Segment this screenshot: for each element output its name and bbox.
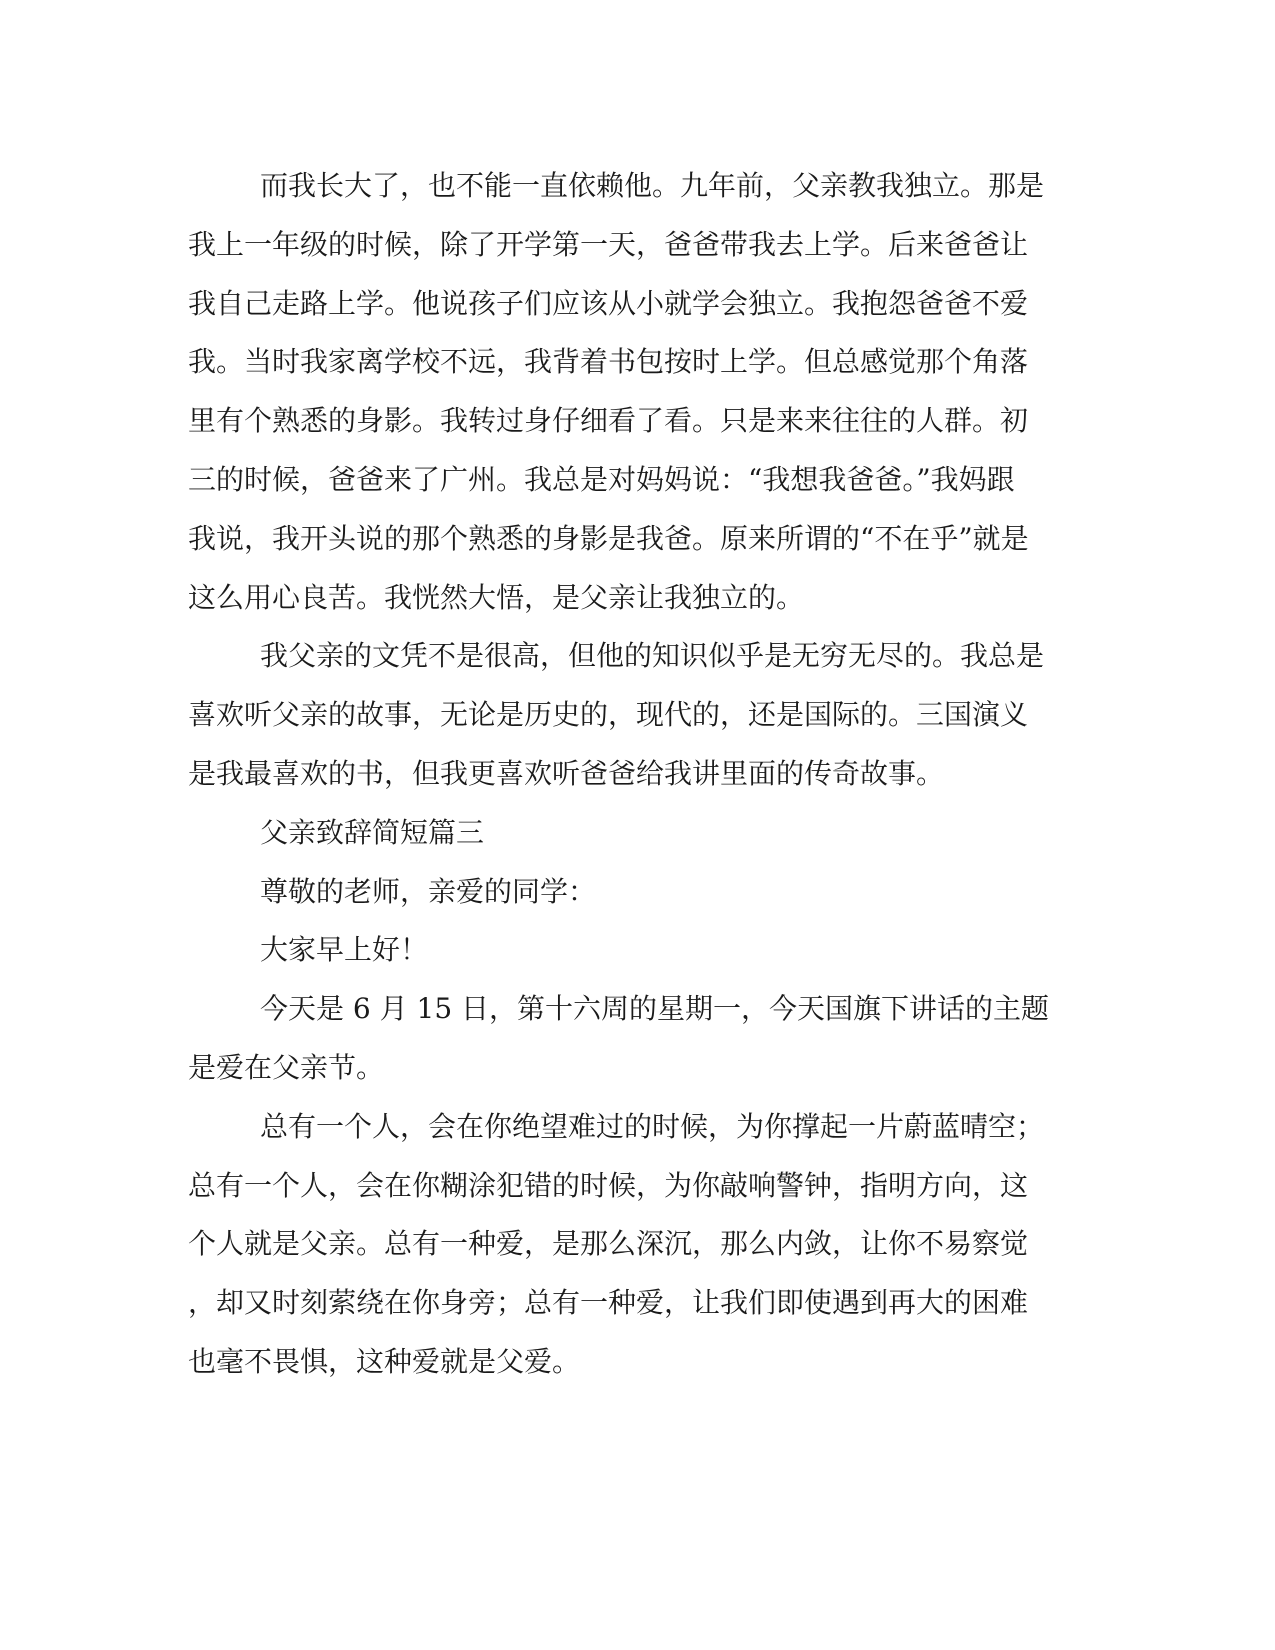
salutation bbox=[188, 863, 1068, 922]
text-line: 父亲致辞简短篇三 bbox=[260, 815, 485, 849]
text-line: 总有一个人，会在你绝望难过的时候，为你撑起一片蔚蓝晴空； bbox=[260, 1109, 1045, 1143]
text-line: 尊敬的老师，亲爱的同学： bbox=[260, 874, 597, 908]
text-line: 也毫不畏惧，这种爱就是父爱。 bbox=[188, 1344, 581, 1378]
text-line: ，却又时刻萦绕在你身旁；总有一种爱，让我们即使遇到再大的困难 bbox=[188, 1286, 1029, 1320]
text-line: 我说，我开头说的那个熟悉的身影是我爸。原来所谓的“不在乎”就是 bbox=[188, 521, 1029, 555]
text-line: 我父亲的文凭不是很高，但他的知识似乎是无穷无尽的。我总是 bbox=[260, 639, 1045, 673]
text-line: 喜欢听父亲的故事，无论是历史的，现代的，还是国际的。三国演义 bbox=[188, 698, 1029, 732]
section-heading bbox=[188, 804, 1068, 863]
paragraph bbox=[188, 1098, 1068, 1392]
text-line: 今天是 6 月 15 日，第十六周的星期一，今天国旗下讲话的主题 bbox=[260, 992, 1050, 1026]
text-line: 里有个熟悉的身影。我转过身仔细看了看。只是来来往往的人群。初 bbox=[188, 404, 1029, 438]
text-line: 我自己走路上学。他说孩子们应该从小就学会独立。我抱怨爸爸不爱 bbox=[188, 286, 1029, 320]
paragraph bbox=[188, 627, 1068, 803]
text-line: 大家早上好！ bbox=[260, 933, 429, 967]
text-line: 这么用心良苦。我恍然大悟，是父亲让我独立的。 bbox=[188, 580, 805, 614]
text-line: 是我最喜欢的书，但我更喜欢听爸爸给我讲里面的传奇故事。 bbox=[188, 756, 945, 790]
text-line: 总有一个人，会在你糊涂犯错的时候，为你敲响警钟，指明方向，这 bbox=[188, 1168, 1029, 1202]
paragraph bbox=[188, 980, 1068, 1098]
text-line: 而我长大了，也不能一直依赖他。九年前，父亲教我独立。那是 bbox=[260, 169, 1045, 202]
text-line: 个人就是父亲。总有一种爱，是那么深沉，那么内敛，让你不易察觉 bbox=[188, 1227, 1029, 1261]
document-body bbox=[188, 157, 1068, 1392]
paragraph bbox=[188, 157, 1068, 627]
text-line: 是爱在父亲节。 bbox=[188, 1050, 385, 1084]
text-line: 三的时候，爸爸来了广州。我总是对妈妈说：“我想我爸爸。”我妈跟 bbox=[188, 462, 1015, 496]
text-line: 我。当时我家离学校不远，我背着书包按时上学。但总感觉那个角落 bbox=[188, 345, 1029, 379]
greeting bbox=[188, 921, 1068, 980]
text-line: 我上一年级的时候，除了开学第一天，爸爸带我去上学。后来爸爸让 bbox=[188, 227, 1029, 261]
